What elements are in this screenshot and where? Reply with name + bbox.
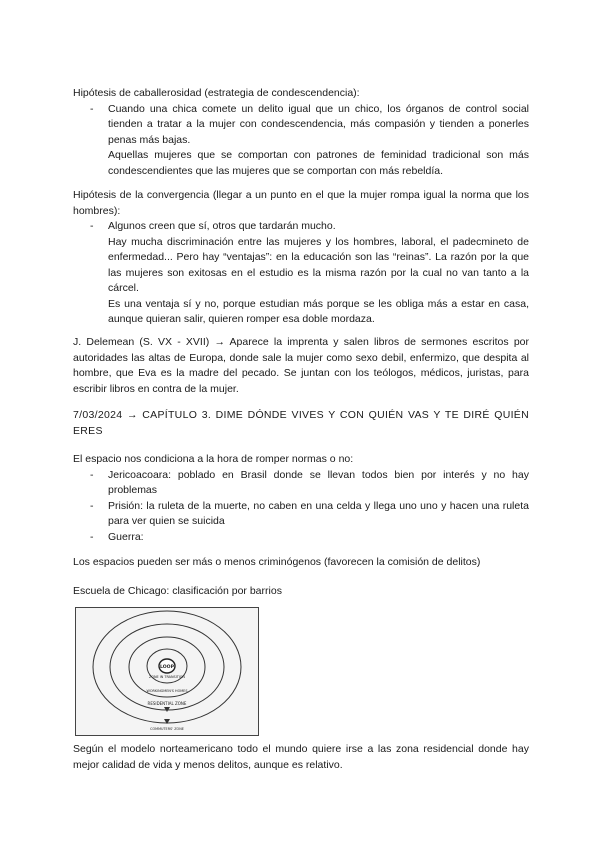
- list-item-text: Jericoacoara: poblado en Brasil donde se llevan todos bien por interés y no hay problemas: [108, 468, 529, 496]
- label-workingmen: WORKINGMEN'S HOMES: [146, 689, 188, 693]
- section-convergencia: [73, 188, 529, 328]
- bullet-dash: -: [90, 499, 94, 512]
- espacio-list: [73, 468, 529, 546]
- list-item: [73, 102, 529, 180]
- section-chapter: [73, 408, 529, 439]
- heading-convergencia: Hipótesis de la convergencia (llegar a un punto en el que la mujer rompa igual la norma que los hombres):: [73, 189, 529, 217]
- section-criminogenos: [73, 555, 529, 571]
- section-delemean: [73, 335, 529, 397]
- label-commuters: COMMUTERS' ZONE: [150, 727, 184, 731]
- label-transition: ZONE IN TRANSITION: [149, 675, 185, 679]
- list-item-text: Algunos creen que sí, otros que tardarán mucho.: [108, 220, 336, 232]
- bullet-dash: -: [90, 468, 94, 481]
- list-item-extra: Hay mucha discriminación entre las mujeres y los hombres, laboral, el padecmineto de enfermedad... Pero hay “ventajas”: en la educación son las “reinas”. La razón por la que las mujeres son exitosas en el estudio es la misma razón por la cual no van tanto a la cárcel.: [108, 235, 529, 294]
- list-item: [73, 499, 529, 530]
- list-item-text: Cuando una chica comete un delito igual que un chico, los órganos de control social tienden a tratar a la mujer con condescendencia, más compasión y tienden a ponerles penas más bajas.: [108, 102, 529, 146]
- list-item: [73, 468, 529, 499]
- concentric-zones-figure: [75, 607, 259, 736]
- chapter-heading: 7/03/2024 → CAPÍTULO 3. DIME DÓNDE VIVES Y CON QUIÉN VAS Y TE DIRÉ QUIÉN ERES: [73, 409, 529, 437]
- section-final: [73, 742, 529, 773]
- bullet-dash: -: [90, 220, 94, 232]
- label-loop: LOOP: [160, 665, 174, 670]
- espacio-intro: El espacio nos condiciona a la hora de romper normas o no:: [73, 453, 354, 465]
- bullet-dash: -: [90, 102, 94, 115]
- section-caballerosidad: [73, 86, 529, 179]
- list-item-extra: Es una ventaja sí y no, porque estudian más porque se les obliga más a estar en casa, aunque quieran salir, quieren romper esa doble mordaza.: [108, 297, 529, 325]
- delemean-paragraph: J. Delemean (S. VX - XVII) → Aparece la imprenta y salen libros de sermones escritos por autoridades las altas de Europa, donde sale la mujer como sexo debil, enfermizo, que despita al hombre, que Eva es la madre del pecado. Se juntan con los teólogos, médicos, juristas, para escribir libros en contra de la mujer.: [73, 336, 529, 395]
- list-item: [73, 219, 529, 328]
- list-item-extra: Aquellas mujeres que se comportan con patrones de feminidad tradicional son más condescendientes que las mujeres que se comportan con más rebeldía.: [108, 149, 529, 177]
- final-paragraph: Según el modelo norteamericano todo el mundo quiere irse a las zona residencial donde hay mejor calidad de vida y menos delitos, aunque es relativo.: [73, 743, 529, 771]
- label-residential: RESIDENTIAL ZONE: [147, 701, 187, 706]
- section-espacio: [73, 452, 529, 545]
- list-item-text: Prisión: la ruleta de la muerte, no caben en una celda y llega uno uno y hacen una ruleta para ver quien se suicida: [108, 499, 529, 527]
- chicago-caption: Escuela de Chicago: clasificación por barrios: [73, 585, 282, 597]
- criminogenos-text: Los espacios pueden ser más o menos criminógenos (favorecen la comisión de delitos): [73, 556, 481, 568]
- caballerosidad-list: [73, 102, 529, 180]
- list-item: [73, 530, 529, 546]
- concentric-zones-diagram: [76, 608, 258, 735]
- bullet-dash: -: [90, 530, 94, 543]
- list-item-text: Guerra:: [108, 530, 144, 543]
- section-chicago: [73, 584, 529, 600]
- heading-caballerosidad: Hipótesis de caballerosidad (estrategia de condescendencia):: [73, 87, 360, 99]
- convergencia-list: [73, 219, 529, 328]
